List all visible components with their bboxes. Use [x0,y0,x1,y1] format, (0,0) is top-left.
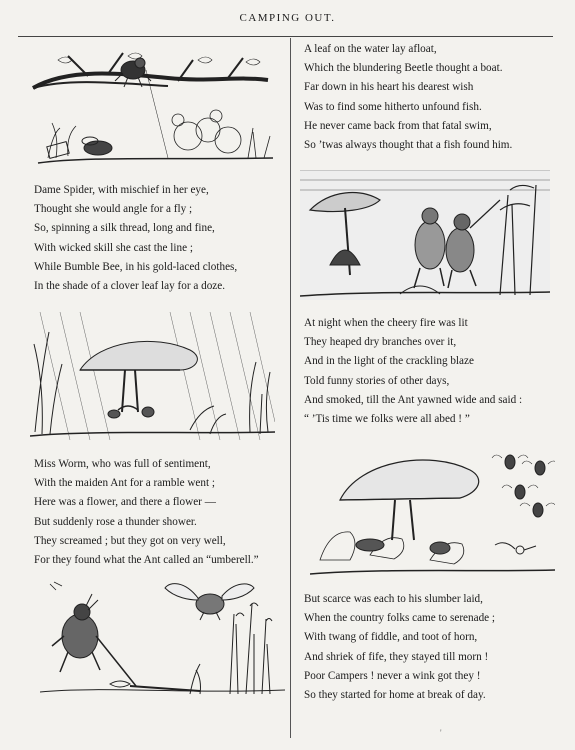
stanza-line: A leaf on the water lay afloat, [304,43,437,55]
stanza-3 [304,40,512,155]
stanza-line: So they started for home at break of day. [304,689,486,702]
illustration-serenade [310,450,555,580]
stanza-line: Dame Spider, with mischief in her eye, [34,184,209,196]
column-divider [290,38,291,738]
stanza-line: He never came back from that fatal swim, [304,119,492,132]
illustration-mushroom-in-rain [30,312,275,440]
stanza-line: With wicked skill she cast the line ; [34,241,193,254]
stanza-line: Poor Campers ! never a wink got they ! [304,669,481,682]
stanza-line: While Bumble Bee, in his gold-laced clothes, [34,260,238,273]
illustration-campfire [300,170,550,300]
stanza-line: Told funny stories of other days, [304,374,450,387]
stanza-line: With twang of fiddle, and toot of horn, [304,631,478,644]
stanza-line: Which the blundering Beetle thought a boat. [304,62,503,75]
stanza-1 [34,181,237,296]
stanza-line: At night when the cheery fire was lit [304,317,468,329]
stanza-line: With the maiden Ant for a ramble went ; [34,477,215,490]
page-title: CAMPING OUT. [239,12,336,24]
page-mark: ' [440,728,442,738]
stanza-line: Far down in his heart his dearest wish [304,81,474,94]
stanza-line: In the shade of a clover leaf lay for a doze. [34,280,226,293]
stanza-line: And in the light of the crackling blaze [304,355,474,368]
stanza-line: Here was a flower, and there a flower — [34,496,216,509]
stanza-line: They screamed ; but they got on very well, [34,534,226,547]
stanza-line: When the country folks came to serenade ; [304,612,496,625]
stanza-2 [34,455,259,570]
illustration-beetle-boat [40,576,285,696]
stanza-line: But scarce was each to his slumber laid, [304,593,483,605]
stanza-line: So, spinning a silk thread, long and fine, [34,222,215,235]
stanza-line: And smoked, till the Ant yawned wide and said : [304,393,523,406]
stanza-line: “ ’Tis time we folks were all abed ! ” [304,413,470,426]
header-rule [18,36,553,37]
stanza-line: Thought she would angle for a fly ; [34,203,193,216]
stanza-line: But suddenly rose a thunder shower. [34,515,197,528]
stanza-5 [304,590,495,705]
stanza-line: And shriek of fife, they stayed till morn ! [304,650,489,663]
stanza-line: Miss Worm, who was full of sentiment, [34,458,211,470]
stanza-line: For they found what the Ant called an “umberell.” [34,554,259,567]
stanza-line: So ’twas always thought that a fish found him. [304,139,513,152]
stanza-line: Was to find some hitherto unfound fish. [304,100,482,113]
stanza-line: They heaped dry branches over it, [304,336,457,349]
illustration-spider-and-bee [28,48,278,168]
stanza-4 [304,314,522,429]
